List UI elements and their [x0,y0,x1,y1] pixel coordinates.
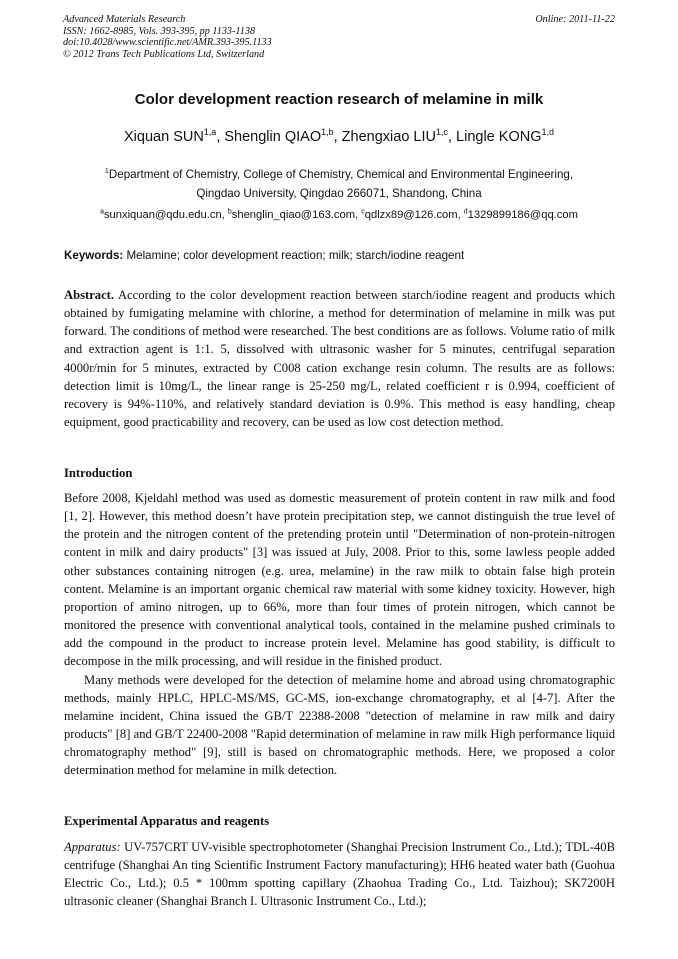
journal-header [63,14,272,60]
keywords-text: Melamine; color development reaction; milk; starch/iodine reagent [123,249,465,262]
email-list [0,209,678,221]
abstract-text: According to the color development reaction between starch/iodine reagent and products which obtained by fumigating melamine with chlorine, a method for determination of melamine in milk was put forward. The conditions of method were researched. The best conditions are as follows. Volume ratio of milk and extraction agent is 1:1. 5, dissolved with ultrasonic washer for 5 minutes, centrifugal separation 4000r/min for 5 minutes, extracted by C008 cation exchange resin column. The results are as follows: detection limit is 10mg/L, the linear range is 25-250 mg/L, related coefficient r is 0.994, coefficient of recovery is 94%-110%, and relatively standard deviation is 0.9%. This method is easy handling, cheap equipment, good practicability and recovery, can be used as low cost detection method. [64,288,615,430]
keywords [64,249,616,262]
author: Xiquan SUN$^{1,a}$, [124,127,225,145]
email[interactable]: $^a$sunxiquan@qdu.edu.cn, [100,208,228,221]
section-heading-introduction: Introduction [64,466,133,480]
author: Zhengxiao LIU$^{1,c}$, [341,127,457,145]
section-heading-experimental: Experimental Apparatus and reagents [64,814,270,828]
affiliation-line: Qingdao University, Qingdao 266071, Shandong, China [196,187,482,200]
paper-title: Color development reaction research of melamine in milk [134,91,544,108]
paragraph: Before 2008, Kjeldahl method was used as domestic measurement of protein content in raw milk and food [1, 2]. However, this method doesn’t have protein precipitation step, we cannot distinguish the true level of the protein and the nitrogen content of the pretending protein until "Determination of non-protein-nitrogen content in milk and dairy products" [3] was issued at July, 2008. Prior to this, some lawless people added other substances containing nitrogen (e.g. urea, melamine) in the raw milk to obtain false high protein content. Melamine is an important organic chemical raw material with some kidney toxicity. However, high proportion of amino nitrogen, up to 66%, more than four times of protein nitrogen, which cannot be monitored the presence with conventional analytical tools, contained in the melamine pushed criminals to add the compound in the product to increase protein level. Melamine has good stability, is difficult to decompose in the milk processing, and will residue in the finished product. [64,491,615,669]
apparatus-text: UV-757CRT UV-visible spectrophotometer (Shanghai Precision Instrument Co., Ltd.); TDL-40B centrifuge (Shanghai An ting Scientific Instrument Factory manufacturing); HH6 heated water bath (Guohua Electric Co., Ltd.); 0.5 * 100mm spotting capillary (Zhaohua Trading Co., Ltd. Taizhou); SK7200H ultrasonic cleaner (Shanghai Branch I. Ultrasonic Instrument Co., Ltd.); [64,840,615,909]
affiliation-line: Department of Chemistry, College of Chemistry, Chemical and Environmental Engineering, [108,168,574,181]
affiliation [0,165,678,203]
author-list [0,129,678,145]
abstract-label: Abstract. [64,288,115,302]
journal-issn: ISSN: 1662-8985, Vols. 393-395, pp 1133-1138 [63,25,256,37]
keywords-label: Keywords: [64,249,124,262]
abstract [64,286,615,431]
journal-doi: doi:10.4028/www.scientific.net/AMR.393-395.1133 [63,37,272,49]
online-date [535,14,615,26]
email[interactable]: $^b$shenglin_qiao@163.com, [227,208,362,221]
affiliation-marker: 1 [104,166,109,176]
paragraph: Many methods were developed for the detection of melamine home and abroad using chromatographic methods, mainly HPLC, HPLC-MS/MS, GC-MS, ion-exchange chromatography, et al [4-7]. After the melamine incident, China issued the GB/T 22388-2008 "detection of melamine in raw milk and dairy products" [8] and GB/T 22400-2008 "Rapid determination of melamine in raw milk High performance liquid chromatography method" [9], still is based on chromatographic methods. Here, we proposed a color determination method for melamine in milk detection. [64,672,615,778]
email[interactable]: $^d$1329899186@qq.com [463,208,578,221]
online-date-text: Online: 2011-11-22 [535,14,615,25]
author: Shenglin QIAO$^{1,b}$, [224,127,342,145]
author: Lingle KONG$^{1,d}$ [456,127,554,145]
introduction-body [64,489,615,780]
journal-name: Advanced Materials Research [63,14,186,25]
email[interactable]: $^c$qdlzx89@126.com, [361,208,464,221]
apparatus-paragraph [64,838,615,911]
journal-copyright: © 2012 Trans Tech Publications Ltd, Switzerland [63,48,265,60]
apparatus-label: Apparatus: [64,840,121,854]
